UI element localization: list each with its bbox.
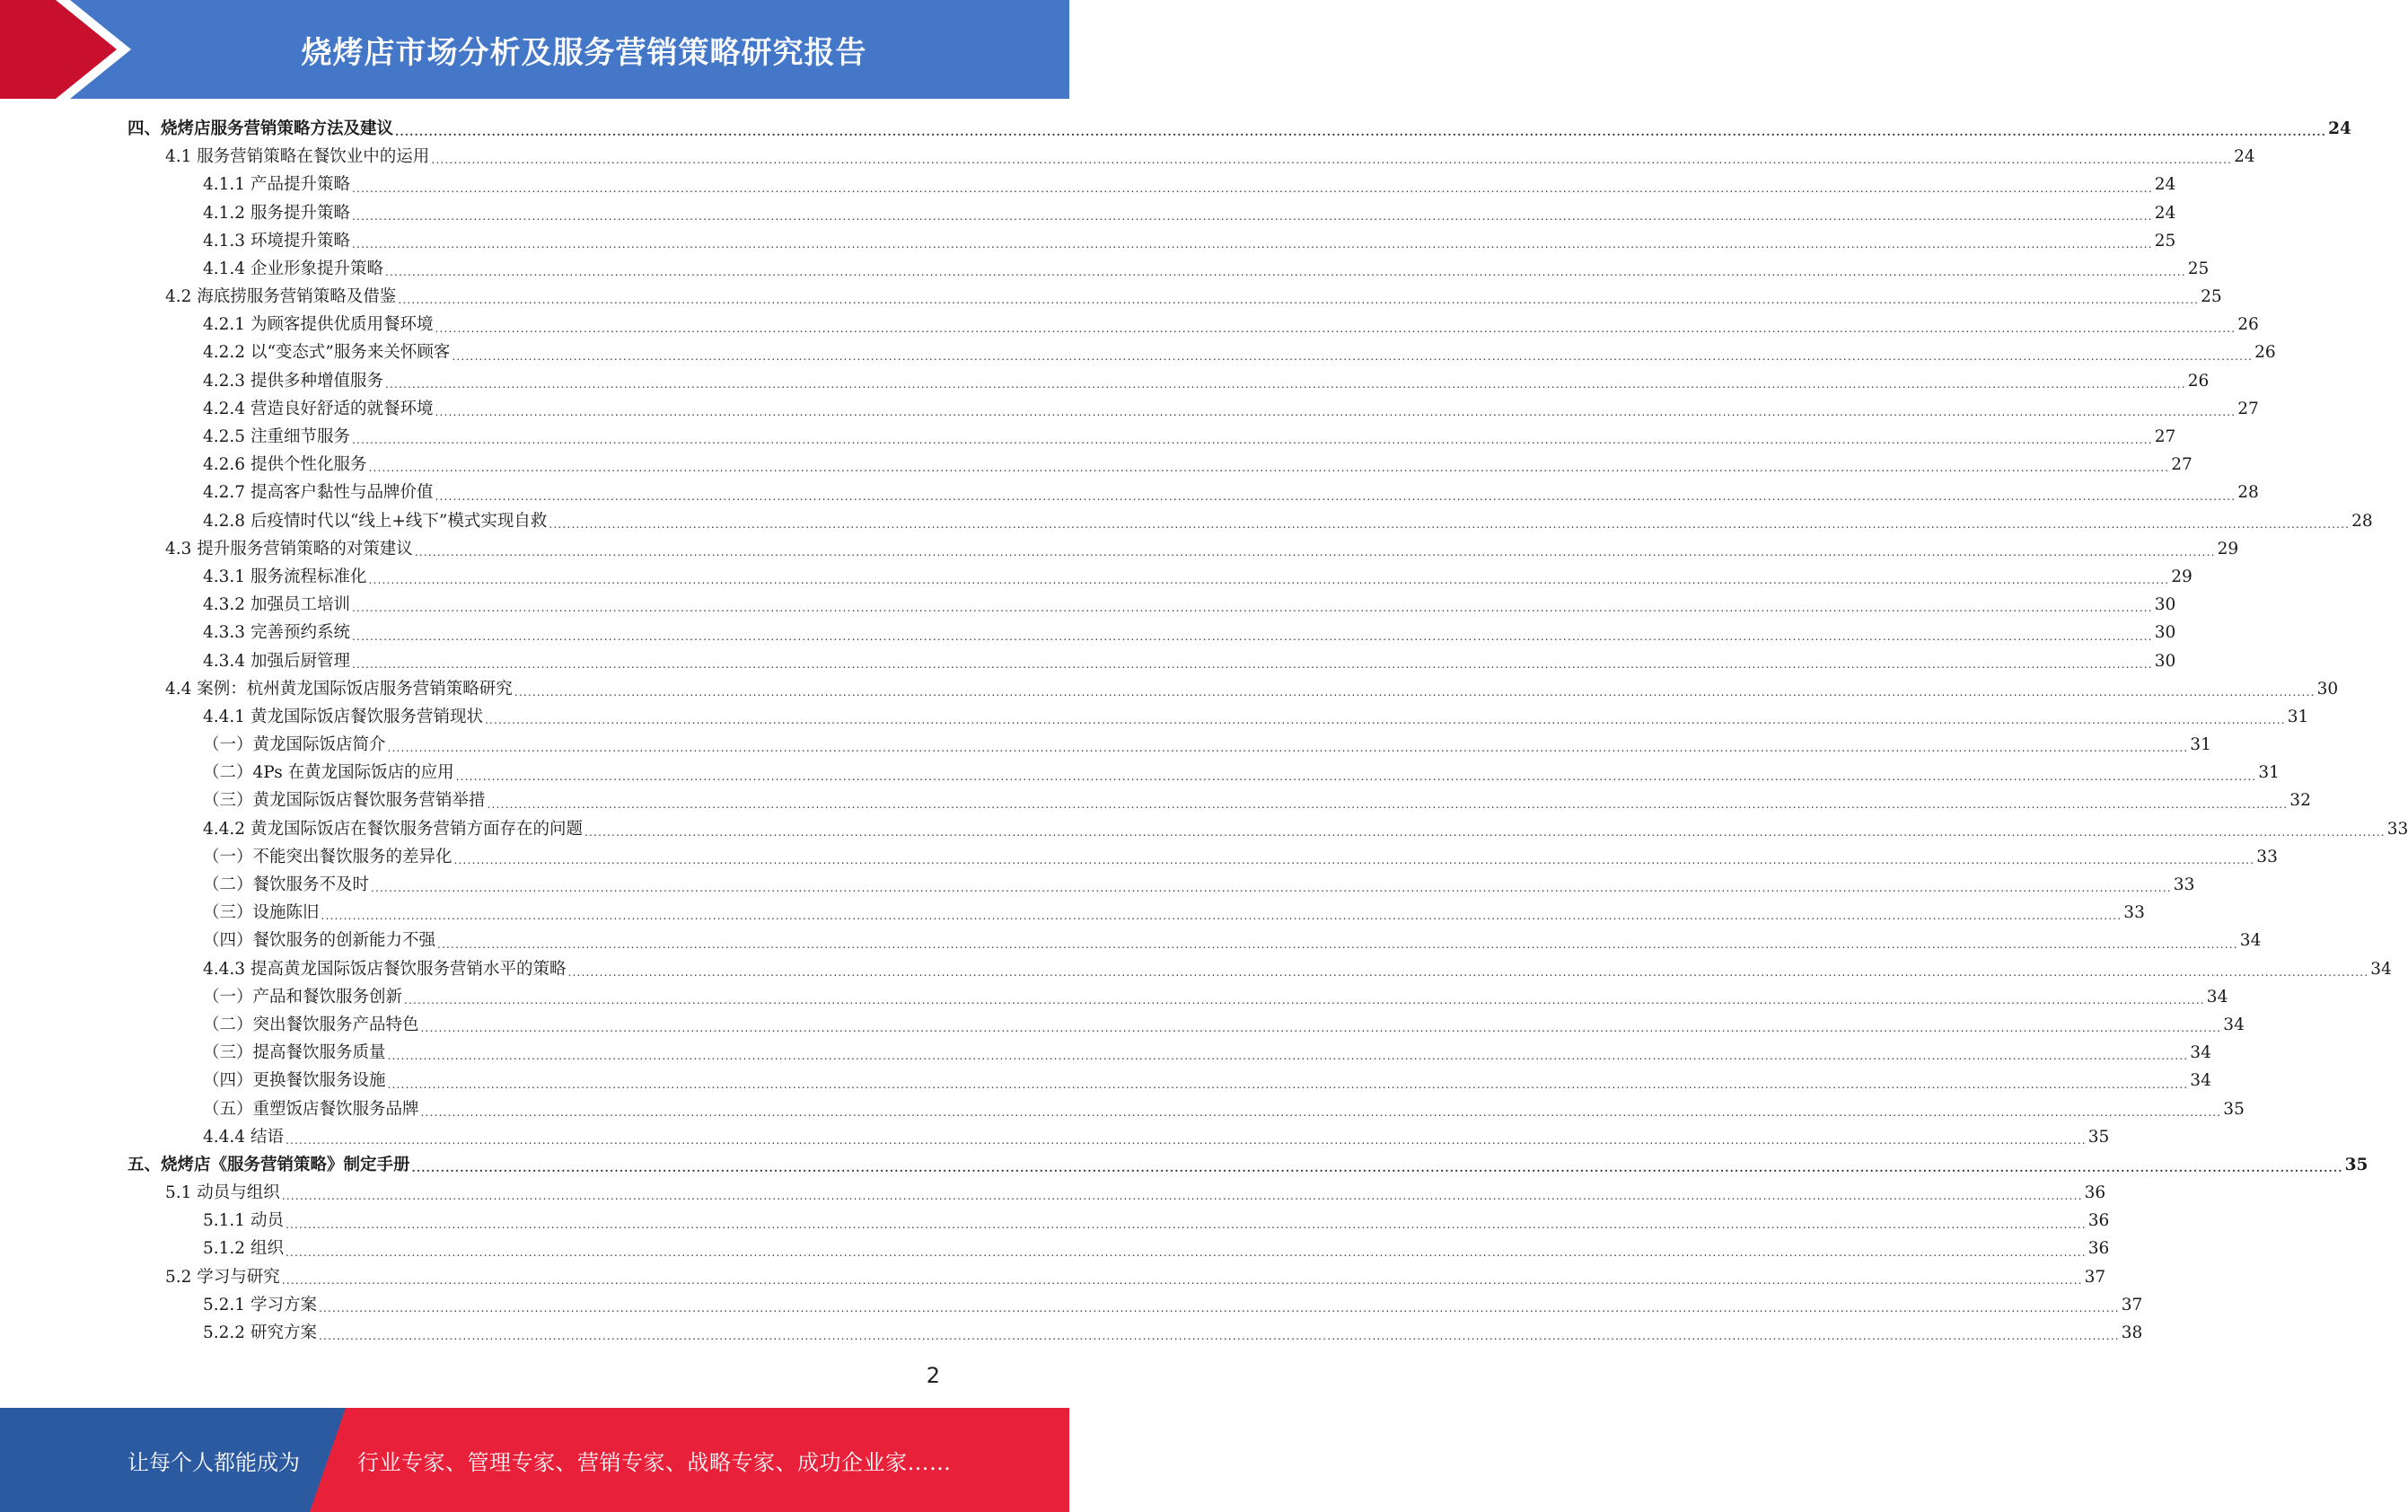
toc-entry-label: 4.2.8 后疫情时代以“线上+线下”模式实现自救 bbox=[203, 511, 548, 531]
toc-entry-label: （二）4Ps 在黄龙国际饭店的应用 bbox=[203, 763, 454, 783]
toc-entry[interactable] bbox=[127, 535, 2239, 563]
toc-entry[interactable] bbox=[127, 927, 2262, 954]
toc-entry-label: 5.1 动员与组织 bbox=[165, 1183, 280, 1203]
toc-entry-label: 4.3 提升服务营销策略的对策建议 bbox=[165, 539, 413, 558]
toc-dot-leader: ................................................................................................................................................................................................................................................................................................................................................................................................................ bbox=[351, 629, 2153, 643]
toc-entry-label: 4.3.3 完善预约系统 bbox=[203, 623, 350, 643]
toc-entry[interactable] bbox=[127, 283, 2222, 311]
toc-entry[interactable] bbox=[127, 591, 2176, 619]
toc-dot-leader: ................................................................................................................................................................................................................................................................................................................................................................................................................ bbox=[435, 489, 2237, 503]
toc-entry[interactable] bbox=[127, 479, 2259, 506]
toc-dot-leader: ................................................................................................................................................................................................................................................................................................................................................................................................................ bbox=[420, 1105, 2222, 1119]
toc-entry-label: （三）提高餐饮服务质量 bbox=[203, 1043, 386, 1063]
header-arrow-decoration bbox=[0, 0, 144, 99]
toc-entry-page: 25 bbox=[2154, 231, 2176, 251]
toc-entry-label: 4.4.4 结语 bbox=[203, 1127, 284, 1147]
toc-entry-label: 4.2.6 提供个性化服务 bbox=[203, 455, 367, 475]
toc-entry[interactable] bbox=[127, 787, 2311, 815]
toc-entry-label: 4.4.3 提高黄龙国际饭店餐饮服务营销水平的策略 bbox=[203, 959, 567, 979]
toc-entry-page: 25 bbox=[2187, 259, 2210, 278]
toc-entry-label: 5.1.2 组织 bbox=[203, 1239, 284, 1259]
toc-dot-leader: ................................................................................................................................................................................................................................................................................................................................................................................................................ bbox=[351, 181, 2153, 195]
toc-entry[interactable] bbox=[127, 507, 2373, 535]
toc-entry[interactable] bbox=[127, 759, 2280, 787]
toc-entry-page: 30 bbox=[2154, 623, 2176, 643]
toc-dot-leader: ................................................................................................................................................................................................................................................................................................................................................................................................................ bbox=[384, 377, 2186, 391]
toc-dot-leader: ................................................................................................................................................................................................................................................................................................................................................................................................................ bbox=[351, 657, 2153, 671]
toc-entry-page: 33 bbox=[2256, 847, 2278, 866]
toc-entry-label: （四）餐饮服务的创新能力不强 bbox=[203, 931, 436, 951]
toc-entry-label: 4.3.4 加强后厨管理 bbox=[203, 651, 350, 671]
toc-dot-leader: ................................................................................................................................................................................................................................................................................................................................................................................................................ bbox=[395, 126, 2327, 139]
toc-entry-page: 29 bbox=[2171, 567, 2193, 586]
toc-entry-page: 27 bbox=[2171, 455, 2193, 475]
toc-entry-page: 26 bbox=[2187, 371, 2210, 391]
toc-entry-page: 24 bbox=[2154, 203, 2176, 223]
toc-dot-leader: ................................................................................................................................................................................................................................................................................................................................................................................................................ bbox=[351, 602, 2153, 615]
toc-entry[interactable] bbox=[127, 1319, 2143, 1347]
toc-dot-leader: ................................................................................................................................................................................................................................................................................................................................................................................................................ bbox=[351, 434, 2153, 447]
toc-dot-leader: ................................................................................................................................................................................................................................................................................................................................................................................................................ bbox=[514, 685, 2316, 699]
toc-entry-page: 34 bbox=[2190, 1071, 2211, 1091]
toc-entry-label: （一）不能突出餐饮服务的差异化 bbox=[203, 847, 453, 866]
toc-entry[interactable] bbox=[127, 199, 2176, 227]
toc-dot-leader: ................................................................................................................................................................................................................................................................................................................................................................................................................ bbox=[384, 266, 2186, 279]
toc-entry-label: 4.4.1 黄龙国际饭店餐饮服务营销现状 bbox=[203, 707, 483, 726]
toc-dot-leader: ................................................................................................................................................................................................................................................................................................................................................................................................................ bbox=[318, 1302, 2120, 1315]
toc-dot-leader: ................................................................................................................................................................................................................................................................................................................................................................................................................ bbox=[351, 209, 2153, 223]
toc-entry-label: 4.3.1 服务流程标准化 bbox=[203, 567, 367, 586]
toc-entry-label: （二）餐饮服务不及时 bbox=[203, 875, 370, 895]
toc-dot-leader: ................................................................................................................................................................................................................................................................................................................................................................................................................ bbox=[398, 294, 2200, 307]
toc-entry-page: 31 bbox=[2287, 707, 2309, 726]
toc-entry-page: 38 bbox=[2121, 1323, 2143, 1343]
page-title: 烧烤店市场分析及服务营销策略研究报告 bbox=[301, 34, 867, 71]
toc-entry-label: 4.1.3 环境提升策略 bbox=[203, 231, 350, 251]
toc-entry[interactable] bbox=[127, 1151, 2368, 1179]
toc-entry-page: 35 bbox=[2087, 1127, 2110, 1147]
toc-entry-page: 32 bbox=[2289, 791, 2311, 811]
toc-dot-leader: ................................................................................................................................................................................................................................................................................................................................................................................................................ bbox=[404, 994, 2205, 1007]
toc-entry[interactable] bbox=[127, 423, 2176, 451]
toc-entry-page: 28 bbox=[2237, 483, 2259, 503]
toc-dot-leader: ................................................................................................................................................................................................................................................................................................................................................................................................................ bbox=[549, 517, 2351, 531]
toc-dot-leader: ................................................................................................................................................................................................................................................................................................................................................................................................................ bbox=[368, 574, 2170, 587]
toc-entry-label: 4.4.2 黄龙国际饭店在餐饮服务营销方面存在的问题 bbox=[203, 819, 583, 839]
toc-entry-label: 4.2.7 提高客户黏性与品牌价值 bbox=[203, 483, 434, 503]
toc-entry[interactable] bbox=[127, 255, 2210, 283]
toc-entry-label: 五、烧烤店《服务营销策略》制定手册 bbox=[127, 1155, 410, 1174]
toc-entry[interactable] bbox=[127, 703, 2309, 731]
toc-entry-page: 37 bbox=[2121, 1295, 2143, 1314]
toc-dot-leader: ................................................................................................................................................................................................................................................................................................................................................................................................................ bbox=[584, 825, 2386, 839]
toc-entry-label: 4.1.1 产品提升策略 bbox=[203, 175, 350, 195]
toc-entry-label: 4.1.2 服务提升策略 bbox=[203, 203, 350, 223]
toc-entry[interactable] bbox=[127, 451, 2193, 479]
toc-entry-page: 24 bbox=[2234, 147, 2255, 167]
toc-entry-page: 24 bbox=[2328, 119, 2351, 138]
toc-entry-label: （一）黄龙国际饭店简介 bbox=[203, 735, 386, 755]
page-header bbox=[0, 0, 1069, 99]
toc-entry-label: 4.2.1 为顾客提供优质用餐环境 bbox=[203, 315, 434, 335]
toc-entry[interactable] bbox=[127, 647, 2176, 675]
toc-entry-page: 25 bbox=[2201, 287, 2222, 307]
toc-entry[interactable] bbox=[127, 983, 2228, 1011]
toc-entry[interactable] bbox=[127, 171, 2176, 198]
toc-dot-leader: ................................................................................................................................................................................................................................................................................................................................................................................................................ bbox=[321, 910, 2122, 923]
toc-entry[interactable] bbox=[127, 1011, 2245, 1039]
toc-entry[interactable] bbox=[127, 1123, 2110, 1151]
toc-entry[interactable] bbox=[127, 675, 2339, 703]
toc-entry-label: 5.2.2 研究方案 bbox=[203, 1323, 317, 1343]
toc-entry-label: 4.2.5 注重细节服务 bbox=[203, 427, 350, 447]
toc-entry[interactable] bbox=[127, 339, 2276, 367]
page-number: 2 bbox=[926, 1363, 940, 1388]
toc-dot-leader: ................................................................................................................................................................................................................................................................................................................................................................................................................ bbox=[351, 237, 2153, 251]
toc-entry-page: 37 bbox=[2084, 1267, 2106, 1287]
toc-dot-leader: ................................................................................................................................................................................................................................................................................................................................................................................................................ bbox=[455, 769, 2257, 783]
toc-dot-leader: ................................................................................................................................................................................................................................................................................................................................................................................................................ bbox=[411, 1162, 2343, 1175]
toc-entry-page: 36 bbox=[2087, 1239, 2110, 1259]
page-footer bbox=[0, 1408, 1069, 1512]
toc-entry[interactable] bbox=[127, 115, 2351, 143]
toc-entry[interactable] bbox=[127, 871, 2195, 899]
toc-dot-leader: ................................................................................................................................................................................................................................................................................................................................................................................................................ bbox=[318, 1330, 2120, 1343]
toc-entry[interactable] bbox=[127, 843, 2278, 871]
toc-entry-page: 30 bbox=[2316, 679, 2339, 699]
toc-dot-leader: ................................................................................................................................................................................................................................................................................................................................................................................................................ bbox=[368, 462, 2170, 475]
toc-entry-label: （四）更换餐饮服务设施 bbox=[203, 1071, 386, 1091]
toc-entry-page: 31 bbox=[2190, 735, 2211, 755]
toc-entry-page: 26 bbox=[2254, 343, 2276, 363]
toc-entry-page: 26 bbox=[2237, 315, 2259, 335]
toc-entry-page: 28 bbox=[2351, 511, 2373, 531]
toc-entry-label: （二）突出餐饮服务产品特色 bbox=[203, 1015, 419, 1034]
toc-entry-page: 33 bbox=[2386, 819, 2408, 839]
toc-entry-page: 35 bbox=[2223, 1099, 2245, 1119]
toc-entry-page: 24 bbox=[2154, 175, 2176, 195]
toc-entry[interactable] bbox=[127, 367, 2210, 395]
toc-entry[interactable] bbox=[127, 143, 2255, 171]
toc-entry[interactable] bbox=[127, 311, 2259, 338]
toc-entry[interactable] bbox=[127, 563, 2193, 591]
table-of-contents bbox=[127, 115, 2408, 1347]
toc-dot-leader: ................................................................................................................................................................................................................................................................................................................................................................................................................ bbox=[567, 965, 2369, 979]
toc-dot-leader: ................................................................................................................................................................................................................................................................................................................................................................................................................ bbox=[453, 854, 2255, 867]
toc-entry-page: 34 bbox=[2206, 987, 2228, 1007]
toc-entry-page: 34 bbox=[2370, 959, 2392, 979]
toc-entry[interactable] bbox=[127, 619, 2176, 646]
toc-dot-leader: ................................................................................................................................................................................................................................................................................................................................................................................................................ bbox=[452, 349, 2254, 363]
toc-entry-label: 4.2.4 营造良好舒适的就餐环境 bbox=[203, 399, 434, 418]
toc-dot-leader: ................................................................................................................................................................................................................................................................................................................................................................................................................ bbox=[285, 1133, 2087, 1147]
toc-entry[interactable] bbox=[127, 227, 2176, 255]
toc-entry-page: 34 bbox=[2190, 1043, 2211, 1063]
toc-dot-leader: ................................................................................................................................................................................................................................................................................................................................................................................................................ bbox=[484, 714, 2286, 727]
toc-entry-label: 4.1.4 企业形象提升策略 bbox=[203, 259, 383, 278]
toc-entry-page: 29 bbox=[2217, 539, 2239, 558]
toc-entry-page: 35 bbox=[2344, 1155, 2368, 1174]
toc-dot-leader: ................................................................................................................................................................................................................................................................................................................................................................................................................ bbox=[387, 742, 2189, 755]
toc-entry[interactable] bbox=[127, 815, 2408, 843]
toc-entry[interactable] bbox=[127, 1235, 2110, 1263]
toc-entry[interactable] bbox=[127, 955, 2392, 983]
footer-slogan-right: 行业专家、管理专家、营销专家、战略专家、成功企业家…… bbox=[357, 1449, 952, 1475]
toc-dot-leader: ................................................................................................................................................................................................................................................................................................................................................................................................................ bbox=[431, 154, 2233, 167]
toc-dot-leader: ................................................................................................................................................................................................................................................................................................................................................................................................................ bbox=[387, 1077, 2189, 1091]
toc-dot-leader: ................................................................................................................................................................................................................................................................................................................................................................................................................ bbox=[387, 1050, 2189, 1063]
toc-entry-page: 33 bbox=[2123, 903, 2145, 923]
toc-entry[interactable] bbox=[127, 395, 2259, 423]
toc-entry-label: （三）设施陈旧 bbox=[203, 903, 320, 923]
toc-entry-page: 30 bbox=[2154, 651, 2176, 671]
toc-entry-label: （一）产品和餐饮服务创新 bbox=[203, 987, 403, 1007]
toc-entry[interactable] bbox=[127, 1291, 2143, 1319]
toc-entry-page: 27 bbox=[2237, 399, 2259, 418]
toc-entry[interactable] bbox=[127, 1067, 2211, 1094]
toc-entry[interactable] bbox=[127, 1039, 2211, 1067]
toc-entry-label: 4.4 案例：杭州黄龙国际饭店服务营销策略研究 bbox=[165, 679, 513, 699]
toc-dot-leader: ................................................................................................................................................................................................................................................................................................................................................................................................................ bbox=[285, 1218, 2087, 1231]
toc-entry-page: 31 bbox=[2258, 763, 2280, 783]
toc-entry[interactable] bbox=[127, 899, 2145, 927]
toc-entry-page: 34 bbox=[2223, 1015, 2245, 1034]
footer-slogan-left: 让每个人都能成为 bbox=[127, 1449, 300, 1475]
toc-dot-leader: ................................................................................................................................................................................................................................................................................................................................................................................................................ bbox=[281, 1190, 2083, 1203]
toc-dot-leader: ................................................................................................................................................................................................................................................................................................................................................................................................................ bbox=[487, 797, 2289, 811]
toc-entry-label: 4.2.3 提供多种增值服务 bbox=[203, 371, 383, 391]
toc-dot-leader: ................................................................................................................................................................................................................................................................................................................................................................................................................ bbox=[435, 321, 2237, 335]
toc-entry-label: 5.1.1 动员 bbox=[203, 1211, 284, 1231]
toc-entry-label: 5.2 学习与研究 bbox=[165, 1267, 280, 1287]
toc-entry-page: 27 bbox=[2154, 427, 2176, 447]
toc-entry-label: （五）重塑饭店餐饮服务品牌 bbox=[203, 1099, 419, 1119]
toc-entry[interactable] bbox=[127, 1263, 2106, 1291]
toc-dot-leader: ................................................................................................................................................................................................................................................................................................................................................................................................................ bbox=[414, 546, 2216, 558]
toc-entry-label: 四、烧烤店服务营销策略方法及建议 bbox=[127, 119, 394, 138]
toc-entry[interactable] bbox=[127, 1207, 2110, 1235]
toc-entry-page: 36 bbox=[2087, 1211, 2110, 1231]
toc-entry-label: 5.2.1 学习方案 bbox=[203, 1295, 317, 1314]
toc-entry-label: 4.3.2 加强员工培训 bbox=[203, 595, 350, 615]
toc-entry-page: 34 bbox=[2239, 931, 2262, 951]
toc-entry-label: （三）黄龙国际饭店餐饮服务营销举措 bbox=[203, 791, 486, 811]
toc-entry-page: 33 bbox=[2173, 875, 2195, 895]
toc-dot-leader: ................................................................................................................................................................................................................................................................................................................................................................................................................ bbox=[437, 937, 2238, 951]
toc-dot-leader: ................................................................................................................................................................................................................................................................................................................................................................................................................ bbox=[435, 406, 2237, 419]
toc-entry-label: 4.2 海底捞服务营销策略及借鉴 bbox=[165, 287, 397, 307]
toc-entry[interactable] bbox=[127, 1179, 2106, 1207]
toc-entry-page: 36 bbox=[2084, 1183, 2106, 1203]
toc-dot-leader: ................................................................................................................................................................................................................................................................................................................................................................................................................ bbox=[371, 882, 2172, 895]
toc-entry-page: 30 bbox=[2154, 595, 2176, 615]
toc-entry-label: 4.2.2 以“变态式”服务来关怀顾客 bbox=[203, 343, 451, 363]
toc-dot-leader: ................................................................................................................................................................................................................................................................................................................................................................................................................ bbox=[285, 1245, 2087, 1259]
toc-entry-label: 4.1 服务营销策略在餐饮业中的运用 bbox=[165, 147, 430, 167]
toc-dot-leader: ................................................................................................................................................................................................................................................................................................................................................................................................................ bbox=[281, 1273, 2083, 1287]
toc-entry[interactable] bbox=[127, 731, 2211, 759]
toc-dot-leader: ................................................................................................................................................................................................................................................................................................................................................................................................................ bbox=[420, 1022, 2222, 1035]
toc-entry[interactable] bbox=[127, 1095, 2245, 1123]
